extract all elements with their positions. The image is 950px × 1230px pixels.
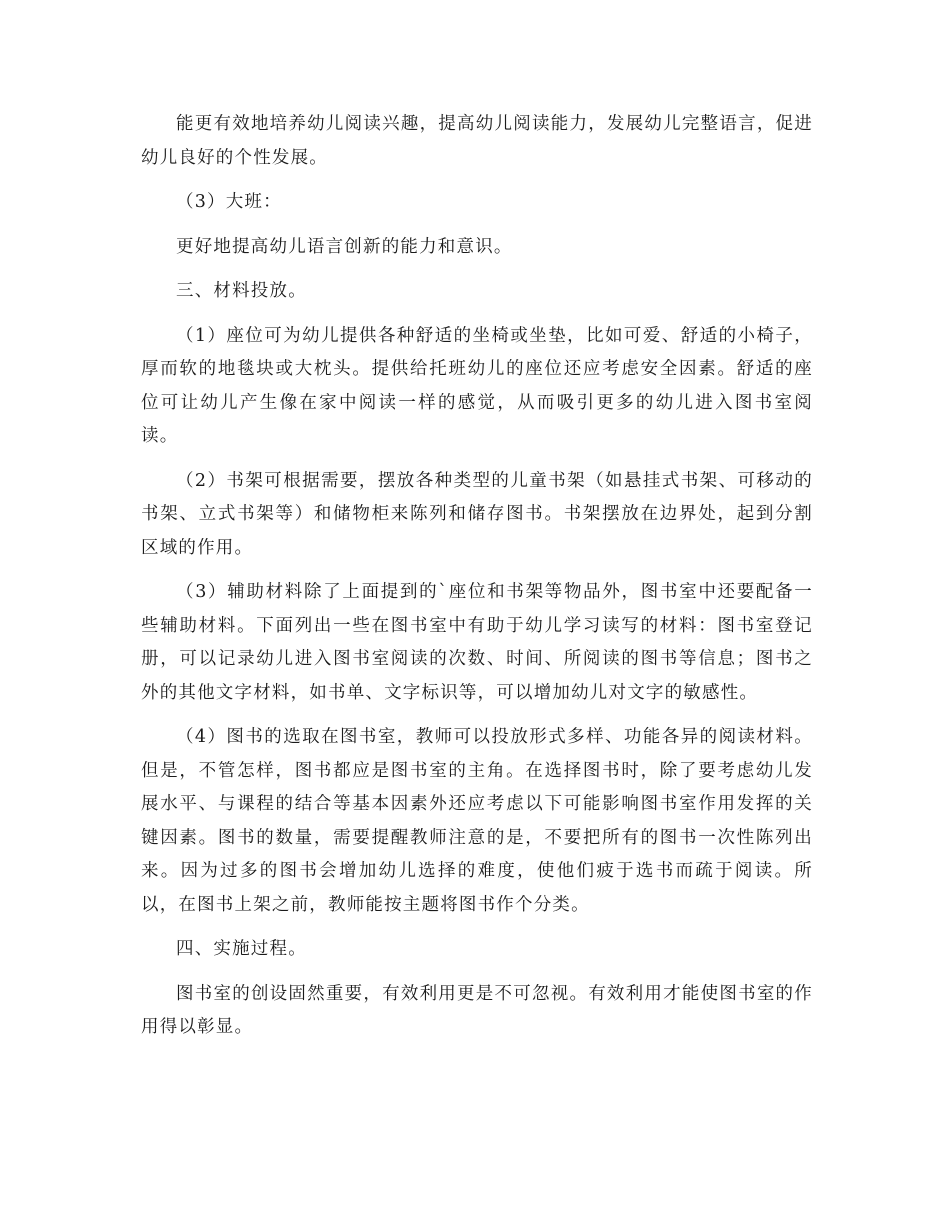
- section-heading-implementation: 四、实施过程。: [176, 939, 307, 959]
- paragraph-intro-continuation: 能更有效地培养幼儿阅读兴趣，提高幼儿阅读能力，发展幼儿完整语言，促进幼儿良好的个性发展。: [141, 114, 813, 168]
- paragraph-auxiliary-materials: （3）辅助材料除了上面提到的`座位和书架等物品外，图书室中还要配备一些辅助材料。下面列出一些在图书室中有助于幼儿学习读写的材料：图书室登记册，可以记录幼儿进入图书室阅读的次数、时间、所阅读的图书等信息；图书之外的其他文字材料，如书单、文字标识等，可以增加幼儿对文字的敏感性。: [141, 582, 813, 703]
- paragraph-book-selection: （4）图书的选取在图书室，教师可以投放形式多样、功能各异的阅读材料。但是，不管怎样，图书都应是图书室的主角。在选择图书时，除了要考虑幼儿发展水平、与课程的结合等基本因素外还应考虑以下可能影响图书室作用发挥的关键因素。图书的数量，需要提醒教师注意的是，不要把所有的图书一次性陈列出来。因为过多的图书会增加幼儿选择的难度，使他们疲于选书而疏于阅读。所以，在图书上架之前，教师能按主题将图书作个分类。: [141, 727, 813, 915]
- paragraph-implementation: 图书室的创设固然重要，有效利用更是不可忽视。有效利用才能使图书室的作用得以彰显。: [141, 983, 813, 1037]
- paragraph-bookshelves: （2）书架可根据需要，摆放各种类型的儿童书架（如悬挂式书架、可移动的书架、立式书架等）和储物柜来陈列和储存图书。书架摆放在边界处，起到分割区域的作用。: [141, 470, 813, 558]
- paragraph-senior-class-goal: 更好地提高幼儿语言创新的能力和意识。: [176, 236, 513, 257]
- paragraph-seating: （1）座位可为幼儿提供各种舒适的坐椅或坐垫，比如可爱、舒适的小椅子，厚而软的地毯块或大枕头。提供给托班幼儿的座位还应考虑安全因素。舒适的座位可让幼儿产生像在家中阅读一样的感觉，从而吸引更多的幼儿进入图书室阅读。: [141, 325, 813, 446]
- document-body: [141, 108, 813, 1056]
- paragraph-senior-class-heading: （3）大班：: [176, 192, 282, 212]
- section-heading-materials: 三、材料投放。: [176, 281, 307, 301]
